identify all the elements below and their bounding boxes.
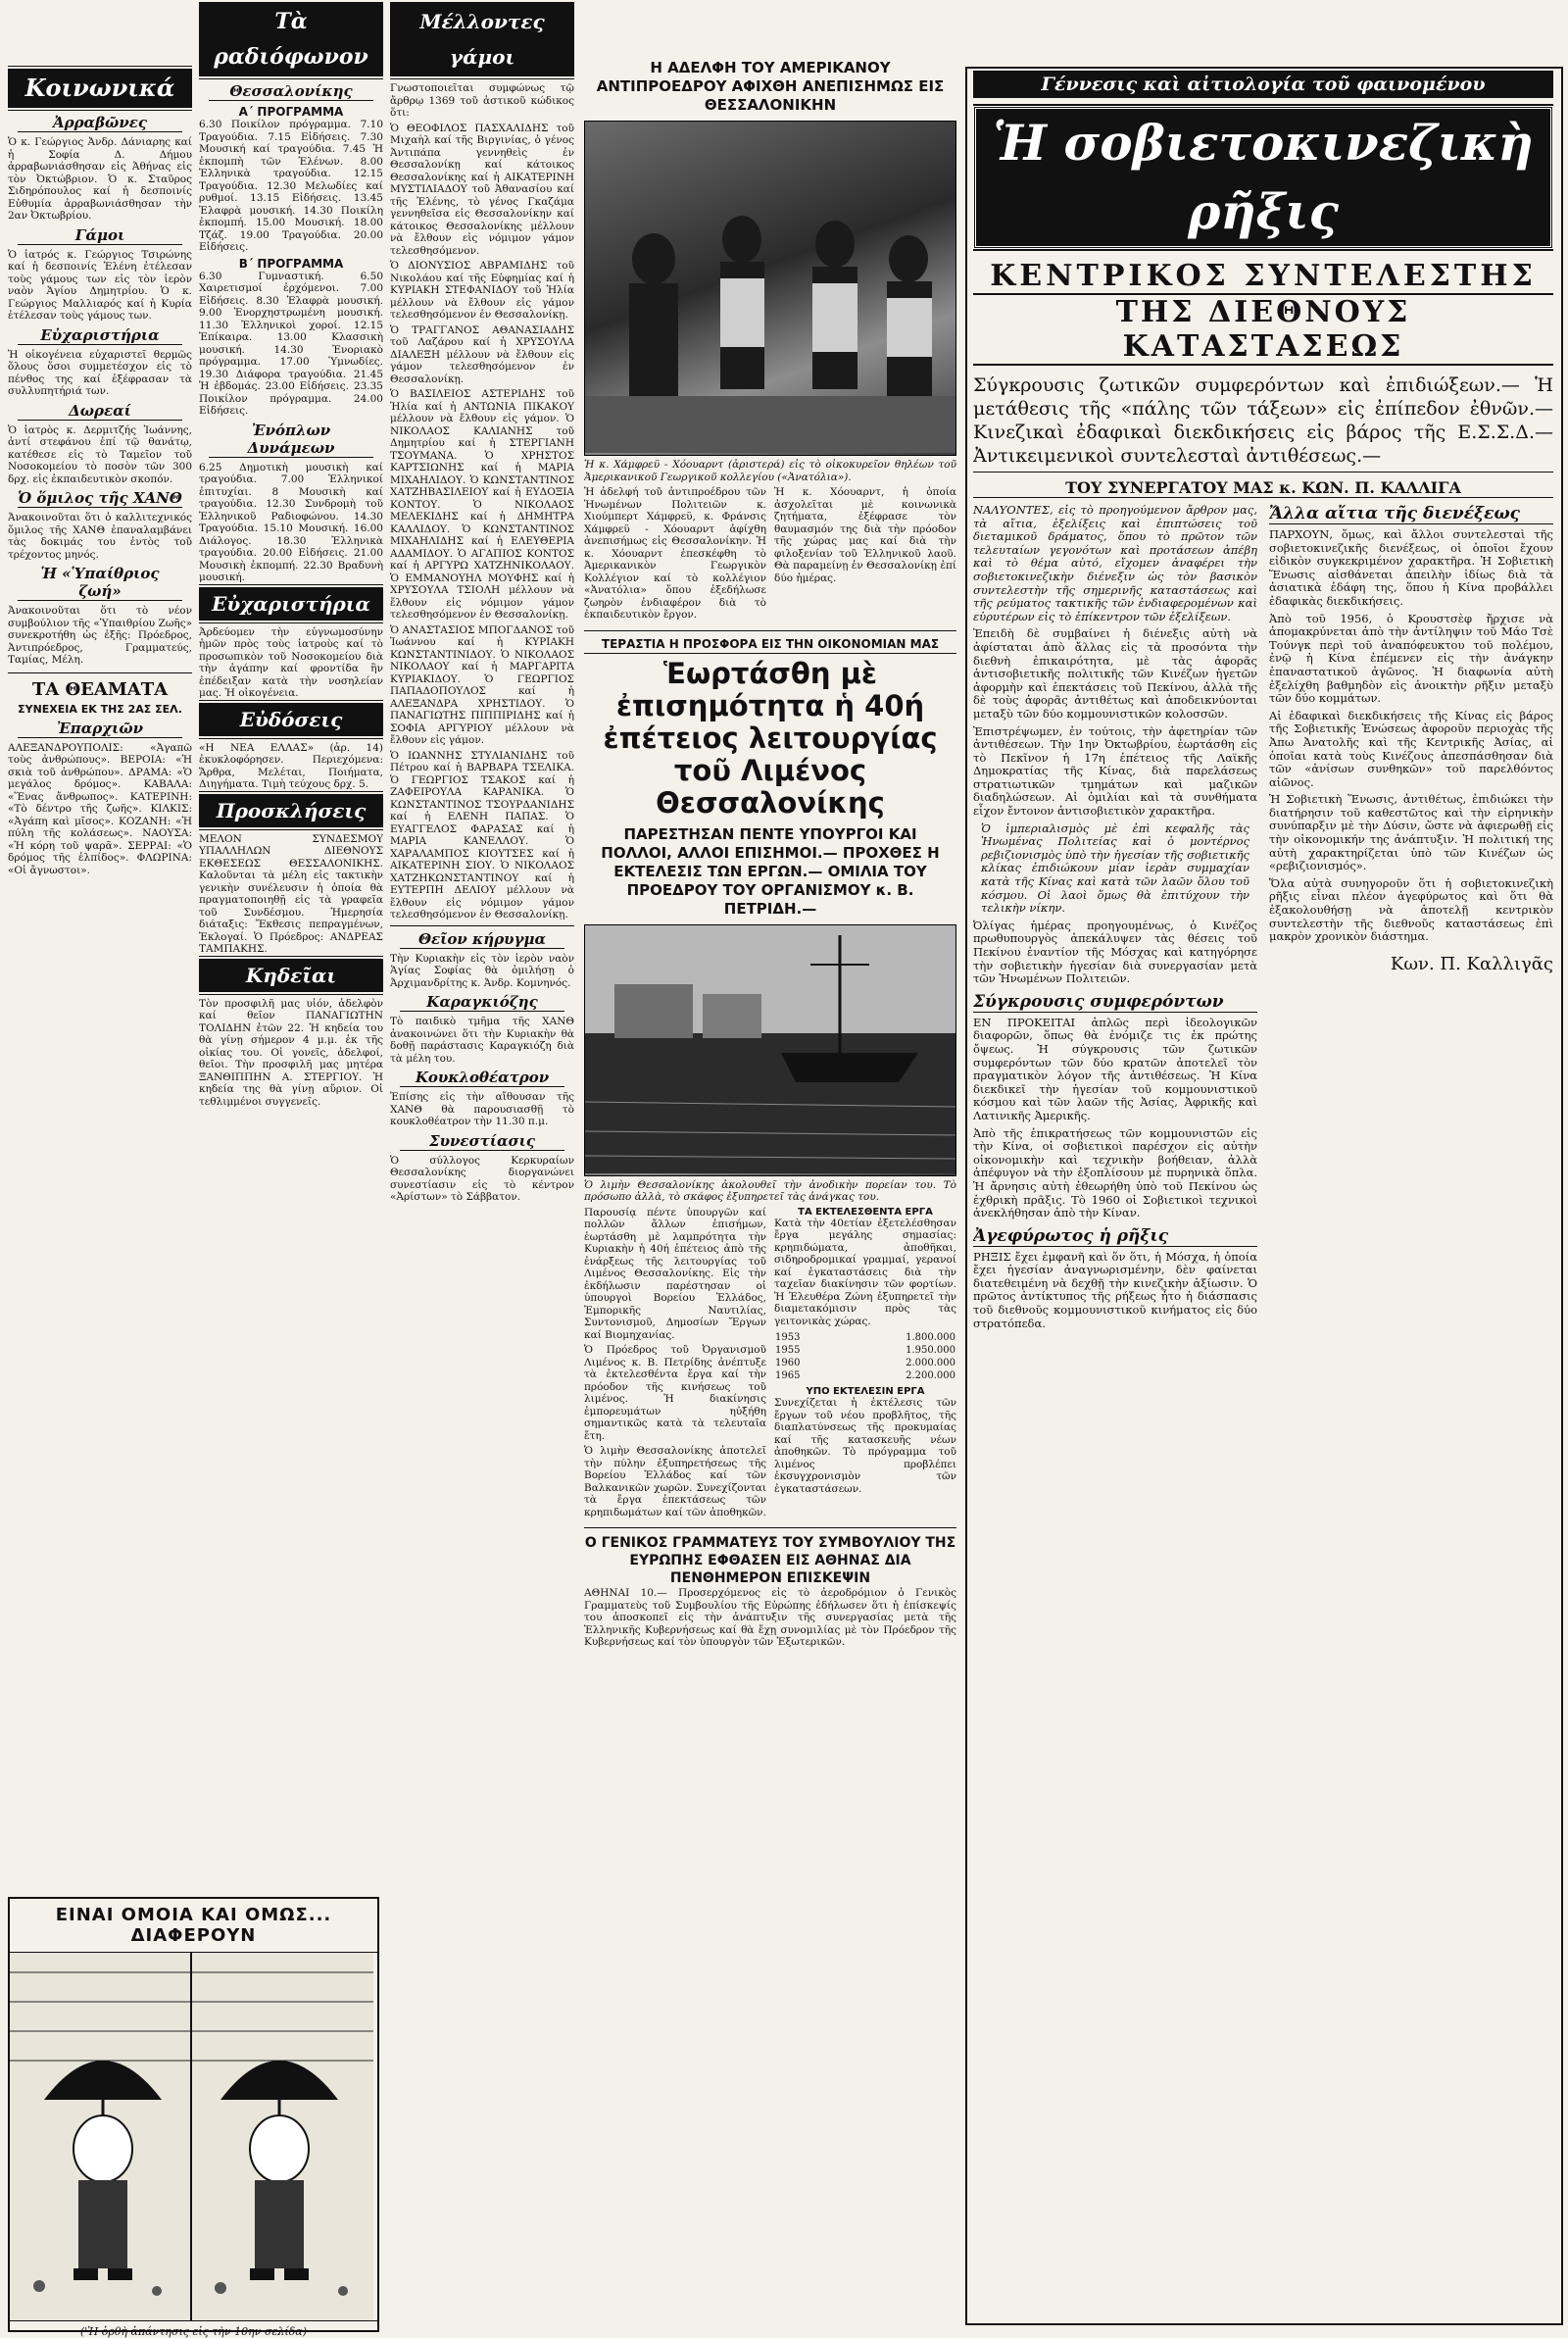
council-body: ΑΘΗΝΑΙ 10.— Προσερχόμενος εἰς τὸ ἀεροδρόμιον ὁ Γενικὸς Γραμματεὺς τοῦ Συμβουλίου τῆς Εὐρώπης ἐδήλωσεν ὅτι ἡ ἐπίσκεψίς του ἀποσκοπεῖ εἰς τὴν ἀνάπτυξιν τῆς συνεργασίας μετὰ τῆς Ἑλληνικῆς Κυβερνήσεως καί θὰ ἔχῃ συνομιλίας μὲ τὸν Πρόεδρον τῆς Κυβερνήσεως καί τὸν ὑπουργὸν τῶν Ἐξωτερικῶν. (584, 1587, 956, 1648)
port-photo (584, 924, 956, 1176)
banquet-heading: Συνεστίασις (400, 1132, 564, 1151)
feature-paragraph-5: Ἀπὸ τοῦ 1956, ὁ Κρουστσὲφ ἤρχισε νὰ ἀπομακρύνεται ἀπὸ τὴν ἀντίληψιν τοῦ Μάο Τσὲ Τούνγκ περὶ τοῦ ἀναπόφευκτου τοῦ πολέμου, ἐνῷ ἡ Κίνα ἐπέμενεν εἰς τὴν ἀνάγκην ἐπαναστατικοῦ ἀγῶνος. Ἡ διαφωνία αὐτὴ ἐξελίχθη βαθμηδὸν εἰς ἀνοικτὴν ρῆξιν μεταξὺ τῶν δύο κομμάτων. (1269, 611, 1553, 706)
port-headline: Ἑωρτάσθη μὲ ἐπισημότητα ἡ 40ή ἐπέτειος λειτουργίας τοῦ Λιμένος Θεσσαλονίκης (603, 656, 938, 820)
provinces-heading: Ἐπαρχιῶν (18, 720, 182, 738)
sermon-text: Τὴν Κυριακὴν εἰς τὸν ἱερὸν ναὸν Ἁγίας Σοφίας θὰ ὁμιλήσῃ ὁ Ἀρχιμανδρίτης κ. Ἀνδρ. Κομνηνός. (390, 952, 574, 989)
weddings-notice-1: Ὁ ΘΕΟΦΙΛΟΣ ΠΑΣΧΑΛΙΔΗΣ τοῦ Μιχαὴλ καί τῆς Βιργινίας, ὁ γένος Ἀντιπάπα γεννηθεὶς ἐν Θεσσαλονίκῃ καί κάτοικος Θεσσαλονίκης καί ἡ ΑΙΚΑΤΕΡΙΝΗ ΜΥΣΤΙΛΙΑΔΟΥ τοῦ Ἀθανασίου καί τῆς Ἐλένης, τὸ γένος Γκαζάμα γεννηθεῖσα εἰς Θεσσαλονίκην καί κάτοικος Θεσσαλονίκης μέλλουν νὰ ἔλθουν εἰς νόμιμον γάμον τελεσθησόμενον. (390, 122, 574, 257)
thessaloniki-radio-heading: Θεσσαλονίκης (209, 82, 373, 101)
feature-paragraph-3: Ὀλίγας ἡμέρας προηγουμένως, ὁ Κινέζος πρωθυπουργὸς ἀπεκάλυψεν τὰς θέσεις τοῦ Πεκίνου ἐναντίον τῆς Μόσχας καὶ κατηγόρησε τὴν σοβιετικὴν ἡγεσίαν διὰ συνεργασίαν μετὰ τῶν Ἡνωμένων Πολιτειῶν. (973, 918, 1257, 986)
feature-headline: Ἡ σοβιετοκινεζικὴ ρῆξις (973, 106, 1553, 249)
thanks-banner: Εὐχαριστήρια (199, 587, 383, 621)
feature-body-col-1 (973, 504, 1257, 1334)
port-deck: ΠΑΡΕΣΤΗΣΑΝ ΠΕΝΤΕ ΥΠΟΥΡΓΟΙ ΚΑΙ ΠΟΛΛΟΙ, ΑΛΛΟΙ ΕΠΙΣΗΜΟΙ.— ΠΡΟΧΘΕΣ Η ΕΚΤΕΛΕΣΙΣ ΤΩΝ ΕΡΓΩΝ.— ΟΜΙΛΙΑ ΤΟΥ ΠΡΟΕΔΡΟΥ ΤΟΥ ΟΡΓΑΝΙΣΜΟΥ κ. Β. ΠΕΤΡΙΔΗ.— (601, 824, 940, 918)
table-row: 1955 1.950.000 (775, 1345, 956, 1356)
feature-article (973, 71, 1553, 2335)
table-row: 1960 2.000.000 (775, 1358, 956, 1368)
xanth-heading: Ὁ ὅμιλος τῆς ΧΑΝΘ (18, 489, 182, 507)
center-stories (584, 0, 956, 2335)
outdoor-life-text: Ἀνακοινοῦται ὅτι τὸ νέον συμβούλιον τῆς «Ὑπαιθρίου Ζωῆς» συνεκροτήθη ὡς ἑξῆς: Πρόεδρος, Ἀντιπρόεδρος, Γραμματεύς, Ταμίας, Μέλη. (8, 605, 192, 666)
weddings-notice-3: Ὁ ΤΡΑΓΓΑΝΟΣ ΑΘΑΝΑΣΙΑΔΗΣ τοῦ Λαζάρου καί ἡ ΧΡΥΣΟΥΛΑ ΔΙΑΛΕΞΗ μέλλουν νὰ ἔλθουν εἰς γάμον τελεσθησόμενον ἐν Θεσσαλονίκῃ. (390, 323, 574, 385)
program-b-listing: 6.30 Γυμναστική. 6.50 Χαιρετισμοί ἐρχόμενοι. 7.00 Εἰδήσεις. 8.30 Ἐλαφρὰ μουσική. 9.00 Ἐνορχηστρωμένη μουσική. 11.30 Ἐλληνικοὶ χοροί. 12.15 Ἐπίκαιρα. 13.00 Κλασσικὴ μουσική. 14.30 Ἐνοριακὸ πρόγραμμα. 17.00 Ὑμνωδίες. 19.30 Διάφορα τραγούδια. 21.45 Ἡ ἐβδομάς. 23.00 Εἰδήσεις. 23.35 Ποικίλον πρόγραμμα. 24.00 Εἰδήσεις. (199, 270, 383, 417)
port-subhead-completed: ΤΑ ΕΚΤΕΛΕΣΘΕΝΤΑ ΕΡΓΑ (798, 1206, 933, 1218)
story-sister-headline: Η ΑΔΕΛΦΗ ΤΟΥ ΑΜΕΡΙΚΑΝΟΥ ΑΝΤΙΠΡΟΕΔΡΟΥ ΑΦΙΧΘΗ ΑΝΕΠΙΣΗΜΩΣ ΕΙΣ ΘΕΣΣΑΛΟΝΙΚΗΝ (596, 59, 945, 114)
table-row: 1965 2.200.000 (775, 1370, 956, 1381)
feature-byline: ΤΟΥ ΣΥΝΕΡΓΑΤΟΥ ΜΑΣ κ. ΚΩΝ. Π. ΚΑΛΛΙΓΑ (973, 478, 1553, 498)
council-headline: Ο ΓΕΝΙΚΟΣ ΓΡΑΜΜΑΤΕΥΣ ΤΟΥ ΣΥΜΒΟΥΛΙΟΥ ΤΗΣ ΕΥΡΩΠΗΣ ΕΦΘΑΣΕΝ ΕΙΣ ΑΘΗΝΑΣ ΔΙΑ ΠΕΝΘΗΜΕΡΟΝ ΕΠΙΣΚΕΨΙΝ (584, 1535, 956, 1586)
port-body-1: Παρουσίᾳ πέντε ὑπουργῶν καί πολλῶν ἄλλων ἐπισήμων, ἑωρτάσθη μὲ λαμπρότητα τὴν Κυριακὴν ἡ 40ή ἐπέτειος ἀπὸ τῆς ἐνάρξεως τῆς λειτουργίας τοῦ Λιμένος Θεσσαλονίκης. Εἰς τὴν ἐκδήλωσιν παρέστησαν οἱ ὑπουργοὶ Βορείου Ἑλλάδος, Ἐμπορικῆς Ναυτιλίας, Συντονισμοῦ, Δημοσίων Ἔργων καί Βιομηχανίας. (584, 1206, 766, 1341)
feature-section-unbridgeable: Ἀγεφύρωτος ἡ ρῆξις (973, 1226, 1257, 1247)
invitations-banner: Προσκλήσεις (199, 794, 383, 827)
feature-quote: Ὁ ἱμπεριαλισμὸς μὲ ἐπὶ κεφαλῆς τὰς Ἡνωμένας Πολιτείας καὶ ὁ μοντέρνος ρεβιζιονισμὸς ὑπὸ τὴν ἡγεσίαν τῆς σοβιετικῆς κλίκας ἐπιδιώκουν μίαν ἰερὰν συμμαχίαν κατὰ τῆς Κίνας καὶ κατὰ τῶν λαῶν ὅλου τοῦ κόσμου. Οἱ λαοὶ ὅμως θὰ ἐπιτύχουν τὴν τελικὴν νίκην. (981, 821, 1250, 916)
story-sister-body-2: Ἡ κ. Χόουαρντ, ἡ ὁποία ἀσχολεῖται μὲ κοινωνικὰ ζητήματα, ἐξέφρασε τὸν θαυμασμόν της διὰ τὴν πρόοδον τῆς χώρας μας καί διὰ τὴν φιλοξενίαν τοῦ Ἑλληνικοῦ λαοῦ. Θὰ παραμείνῃ ἐν Θεσσαλονίκῃ ἐπί δύο ἡμέρας. (774, 486, 956, 584)
feature-section-conflict: Σύγκρουσις συμφερόντων (973, 992, 1257, 1013)
feature-paragraph-4: ΠΑΡΧΟΥΝ, ὅμως, καὶ ἄλλοι συντελεσταὶ τῆς σοβιετοκινεζικῆς διενέξεως, οἱ ὁποῖοι ἔχουν εἰδικὸν συγκεκριμένον χαρακτῆρα. Ἡ Σοβιετικὴ Ἕνωσις αἰσθάνεται ἀπειλὴν ἰδίως διὰ τὰ ἀσιατικὰ ἐδάφη της, ὅπου ἡ Κίνα προβάλλει ἐδαφικὰς διεκδικήσεις. (1269, 527, 1553, 608)
armed-forces-radio-heading: Ἐνόπλων Δυνάμεων (209, 422, 373, 458)
publications-banner: Εὐδόσεις (199, 703, 383, 736)
donations-text: Ὁ ἰατρὸς κ. Δερμιτζής Ἰωάννης, ἀντί στεφάνου ἐπί τῷ θανάτῳ, κατέθεσε εἰς τὸ Ταμεῖον τοῦ Νοσοκομείου τὸ ποσὸν τῶν 300 δρχ. εἰς ἐκπαιδευτικὸν σκοπόν. (8, 423, 192, 485)
weddings-text: Ὁ ἰατρός κ. Γεώργιος Τσιρώνης καί ἡ δεσποινίς Ἑλένη ἐτέλεσαν τοὺς γάμους των εἰς τὸν ἱερὸν ναὸν Ἁγίου Δημητρίου. Ὁ κ. Γεώργιος Μαλλιαρός καί ἡ Κυρία ἐτέλεσαν τοὺς γάμους των. (8, 248, 192, 322)
port-body-2: Ὁ Πρόεδρος τοῦ Ὀργανισμοῦ Λιμένος κ. Β. Πετρίδης ἀνέπτυξε τὰ ἐκτελεσθέντα ἔργα καί τὴν πρόοδον τῆς κινήσεως τοῦ λιμένος. Ἡ διακίνησις ἐμπορευμάτων ηὐξήθη σημαντικῶς κατὰ τὰ τελευταῖα ἔτη. (584, 1344, 766, 1442)
feature-paragraph-2: Ἐπιστρέψωμεν, ἐν τούτοις, τὴν ἀφετηρίαν τῶν ἀντιθέσεων. Τὴν 1ην Ὀκτωβρίου, ἑωρτάσθη εἰς τὸ Πεκῖνον ἡ 17η ἐπέτειος τῆς Λαϊκῆς Δημοκρατίας τῆς Κίνας, διὰ παρελάσεως στρατιωτικῶν τμημάτων καὶ μαζικῶν διαδηλώσεων. Αἱ ὁμιλίαι καὶ τὰ συνθήματα εἶχον ἔντονον ἀντισοβιετικὸν χαρακτῆρα. (973, 723, 1257, 819)
program-a-heading: Α΄ ΠΡΟΓΡΑΜΜΑ (238, 105, 344, 119)
feature-body (973, 504, 1553, 1334)
thanks-banner-text: Ἀρδεύομεν τὴν εὐγνωμοσύνην ἡμῶν πρὸς τοὺς ἰατροὺς καί τὸ προσωπικὸν τοῦ Νοσοκομείου διὰ τὴν ἀγάπην καί φροντίδα ἣν ἐπέδειξαν κατὰ τὴν νοσηλείαν μας. Ἡ οἰκογένεια. (199, 625, 383, 699)
port-body-5: Συνεχίζεται ἡ ἐκτέλεσις τῶν ἔργων τοῦ νέου προβλῆτος, τῆς διαπλατύνσεως τῆς προκυμαίας καί τῆς κατασκευῆς νέων ἀποθηκῶν. Τὸ πρόγραμμα τοῦ λιμένος προβλέπει ἐκσυγχρονισμὸν τῶν ἐγκαταστάσεων. (774, 1397, 956, 1495)
feature-subhead-1: ΚΕΝΤΡΙΚΟΣ ΣΥΝΤΕΛΕΣΤΗΣ (973, 259, 1553, 295)
weddings-notice-4: Ὁ ΒΑΣΙΛΕΙΟΣ ΑΣΤΕΡΙΔΗΣ τοῦ Ἠλία καί ἡ ΑΝΤΩΝΙΑ ΠΙΚΑΚΟΥ μέλλουν νὰ ἔλθουν εἰς γάμον. Ὁ ΝΙΚΟΛΑΟΣ ΚΑΛΙΑΝΗΣ τοῦ Δημητρίου καί ἡ ΣΤΕΡΓΙΑΝΗ ΤΣΟΥΜΑΝΑ. Ὁ ΧΡΗΣΤΟΣ ΚΑΡΤΣΙΩΝΗΣ καί ἡ ΜΑΡΙΑ ΜΙΧΑΗΛΙΔΟΥ. Ὁ ΚΩΝΣΤΑΝΤΙΝΟΣ ΧΑΤΖΗΒΑΣΙΛΕΙΟΥ καί ἡ ΕΥΔΟΞΙΑ ΚΟΝΤΟΥ. Ὁ ΝΙΚΟΛΑΟΣ ΜΕΛΕΚΙΔΗΣ καί ἡ ΔΗΜΗΤΡΑ ΚΑΛΛΙΔΟΥ. Ὁ ΚΩΝΣΤΑΝΤΙΝΟΣ ΜΙΧΑΗΛΙΔΗΣ καί ἡ ΕΛΕΥΘΕΡΙΑ ΑΔΑΜΙΔΟΥ. Ὁ ΑΓΑΠΙΟΣ ΚΟΝΤΟΣ καί ἡ ΑΡΓΥΡΩ ΧΑΤΖΗΝΙΚΟΛΑΟΥ. Ὁ ΕΜΜΑΝΟΥΗΛ ΜΟΥΦΗΣ καί ἡ ΧΡΥΣΟΥΛΑ ΤΣΙΟΛΗ μέλλουν νὰ ἔλθουν εἰς νόμιμον γάμον τελεσθησόμενον ἐν Θεσσαλονίκῃ. (390, 388, 574, 621)
feature-paragraph-8: Αἱ ἐδαφικαὶ διεκδικήσεις τῆς Κίνας εἰς βάρος τῆς Σοβιετικῆς Ἑνώσεως ἀφοροῦν περιοχὰς τῆς Ἀπω Ἀνατολῆς καὶ τῆς Κεντρικῆς Ἀσίας, αἱ ὁποῖαι κατὰ τοὺς Κινέζους ἀπεσπάσθησαν διὰ τῶν «ἀνίσων συνθηκῶν» τοῦ παρελθόντος αἰῶνος. (1269, 708, 1553, 789)
donations-heading: Δωρεαί (18, 402, 182, 421)
feature-body-col-2 (1269, 504, 1553, 1334)
story-sister-photo (584, 121, 956, 456)
port-body-3: Ὁ λιμὴν Θεσσαλονίκης ἀποτελεῖ τὴν πύλην ἐξυπηρετήσεως τῆς Βορείου Ἑλλάδος καί τῶν Βαλκανικῶν χωρῶν. Συνεχίζονται τὰ ἔργα ἐπεκτάσεως τῶν κρηπιδωμάτων καί τῶν ἀποθηκῶν. (584, 1445, 766, 1518)
feature-paragraph-9: Ἡ Σοβιετικὴ Ἕνωσις, ἀντιθέτως, ἐπιδιώκει τὴν διατήρησιν τοῦ καθεστῶτος καὶ τὴν εἰρηνικὴν συνύπαρξιν μὲ τὴν Δύσιν, ὥστε νὰ ἀφιερωθῇ εἰς τὴν οἰκονομικήν της ἀνάπτυξιν. Ἡ πολιτική της αὐτὴ χαρακτηρίζεται ὑπὸ τῶν Κινέζων ὡς «ρεβιζιονισμός». (1269, 792, 1553, 873)
port-subhead-ongoing: ΥΠΟ ΕΚΤΕΛΕΣΙΝ ΕΡΓΑ (806, 1386, 925, 1397)
feature-paragraph-6: ΕΝ ΠΡΟΚΕΙΤΑΙ ἁπλῶς περὶ ἰδεολογικῶν διαφορῶν, ὅπως θὰ ἐνόμιζε τις ἐκ πρώτης ὄψεως. Ἡ σύγκρουσις τῶν ζωτικῶν συμφερόντων τῶν δύο κρατῶν ἀποτελεῖ τὸν πραγματικὸν λόγον τῆς ἀντιθέσεως. Ἡ Κίνα διεκδικεῖ τὴν ἡγεσίαν τοῦ κομμουνιστικοῦ κόσμου καὶ τῶν λαῶν τῆς Ἀσίας, Ἀφρικῆς καὶ Λατινικῆς Ἀμερικῆς. (973, 1015, 1257, 1122)
weddings-intro: Γνωστοποιεῖται συμφώνως τῷ ἄρθρῳ 1369 τοῦ ἀστικοῦ κώδικος ὅτι: (390, 82, 574, 119)
story-sister-body-1: Ἡ ἀδελφή τοῦ ἀντιπροέδρου τῶν Ἡνωμένων Πολιτειῶν κ. Χιούμπερτ Χάμφρεϋ, κ. Φράνσις Χάμφρεϋ - Χόουαρντ ἀφίχθη ἀνεπισήμως εἰς Θεσσαλονίκην. Ἡ κ. Χόουαρντ ἐπεσκέφθη τὸ Ἀμερικανικὸν Γεωργικὸν Κολλέγιον καί τὸ κολλέγιον «Ἀνατόλια» ὅπου ἐξεδήλωσε ζωηρὸν ἐνδιαφέρον διὰ τὸ ἐκπαιδευτικὸν ἔργον. (584, 486, 766, 621)
weddings-notice-2: Ὁ ΔΙΟΝΥΣΙΟΣ ΑΒΡΑΜΙΔΗΣ τοῦ Νικολάου καί τῆς Εὐφημίας καί ἡ ΚΥΡΙΑΚΗ ΣΤΕΦΑΝΙΔΟΥ τοῦ Ἠλία μέλλουν νὰ ἔλθουν εἰς γάμον τελεσθησόμενον ἐν Θεσσαλονίκῃ. (390, 260, 574, 321)
xanth-text: Ἀνακοινοῦται ὅτι ὁ καλλιτεχνικός ὅμιλος τῆς ΧΑΝΘ ἐπαναλαμβάνει τὰς δοκιμάς του ἐντὸς τοῦ τρέχοντος μηνός. (8, 512, 192, 561)
cartoon-box (8, 1897, 379, 2338)
feature-lead: ΝΑΛΥΟΝΤΕΣ, εἰς τὸ προηγούμενον ἄρθρον μας, τὰ αἴτια, ἐξελίξεις καὶ ἐπιπτώσεις τοῦ διεταμικοῦ δράματος, ὅπου τὸ πρῶτον τῶν τελευταίων γεγονότων καὶ προτάσεων ἀπέβη καὶ τὸ θέμα αὐτό, εἴχομεν ἀναφέρει τὴν σοβιετοκινεζικὴν διένεξιν ὡς τὸν βασικὸν συντελεστὴν τῆς σημερινῆς καταστάσεως καὶ τῆς ρεύματος τακτικῆς τῶν ἐνδιαφερομένων καὶ εὐρυτέρων εἰς τὸ ἐπίκεντρον τῶν ἐξελίξεων. (973, 504, 1257, 623)
invitations-text: ΜΕΛΟΝ ΣΥΝΔΕΣΜΟΥ ΥΠΑΛΛΗΛΩΝ ΔΙΕΘΝΟΥΣ ΕΚΘΕΣΕΩΣ ΘΕΣΣΑΛΟΝΙΚΗΣ. Καλοῦνται τὰ μέλη εἰς τακτικὴν γενικὴν συνέλευσιν ἡ ὁποία θὰ πραγματοποιηθῇ εἰς τὰ γραφεῖα τοῦ Συνδέσμου. Ἡμερησία διάταξις: Ἔκθεσις πεπραγμένων, Ἐκλογαί. Ὁ Πρόεδρος: ΑΝΔΡΕΑΣ ΤΑΜΠΑΚΗΣ. (199, 832, 383, 955)
program-a-listing: 6.30 Ποικίλον πρόγραμμα. 7.10 Τραγούδια. 7.15 Εἰδήσεις. 7.30 Μουσική καί τραγούδια. 7.45 Ἡ ἐκπομπὴ τῶν Ἐλένων. 8.00 Ἐλληνικὰ τραγούδια. 12.15 Τραγούδια. 12.30 Μελωδίες καί ρυθμοί. 13.15 Εἰδήσεις. 13.45 Ἐλαφρὰ μουσική. 14.30 Ποικίλη ἐκπομπή. 15.00 Μουσική. 18.00 Τζάζ. 19.00 Τραγούδια. 20.00 Εἰδήσεις. (199, 119, 383, 253)
publications-text: «Η ΝΕΑ ΕΛΛΑΣ» (ἀρ. 14) ἐκυκλοφόρησεν. Περιεχόμενα: Ἄρθρα, Μελέται, Ποιήματα, Διηγήματα. Τιμὴ τεύχους δρχ. 5. (199, 741, 383, 790)
feature-paragraph-7: Ἀπὸ τῆς ἐπικρατήσεως τῶν κομμουνιστῶν εἰς τὴν Κίνα, οἱ σοβιετικοὶ παρέσχον εἰς αὐτὴν οἰκονομικὴν καὶ τεχνικὴν βοήθειαν, ἀλλὰ ἀπέφυγον νὰ τὴν ἐξοπλίσουν μὲ πυρηνικὰ ὅπλα. Ἡ ἄρνησις αὐτὴ ἐθεωρήθη ὑπὸ τοῦ Πεκίνου ὡς ἐχθρικὴ πρᾶξις. Τὸ 1960 οἱ Σοβιετικοὶ τεχνικοὶ ἀνεκλήθησαν ἀπὸ τὴν Κίναν. (973, 1125, 1257, 1220)
story-sister-caption: Ἡ κ. Χάμφρεϋ - Χόουαρντ (ἀριστερά) εἰς τὸ οἰκοκυρεῖον θηλέων τοῦ Ἀμερικανικοῦ Γεωργικοῦ κολλεγίου («Ἀνατόλια»). (584, 459, 956, 483)
puppet-theatre-text: Ἐπίσης εἰς τὴν αἴθουσαν τῆς ΧΑΝΘ θὰ παρουσιασθῇ τὸ κουκλοθέατρον τὴν 11.30 π.μ. (390, 1091, 574, 1127)
cartoon-caption: ('Ἡ ὀρθὴ ἀπάντησις εἰς τὴν 10ην σελίδα) (10, 2320, 377, 2338)
funerals-banner: Κηδεῖαι (199, 959, 383, 992)
weddings-heading: Γάμοι (18, 226, 182, 245)
banquet-text: Ὁ σύλλογος Κερκυραίων Θεσσαλονίκης διοργανώνει συνεστίασιν εἰς τὸ κέντρον «Ἀρίστων» τὸ Σάββατον. (390, 1154, 574, 1203)
photo-figures (585, 122, 956, 453)
thanks-heading: Εὐχαριστήρια (18, 326, 182, 345)
table-row: 1953 1.800.000 (775, 1332, 956, 1343)
feature-paragraph-11: Ὅλα αὐτὰ συνηγοροῦν ὅτι ἡ σοβιετοκινεζικὴ ρῆξις εἶναι πλέον ἀγεφύρωτος καὶ ὅτι θὰ ἐξακολουθήσῃ νὰ ἀποτελῇ κεντρικὸν συντελεστὴν τῆς διεθνοῦς καταστάσεως ἐπὶ μακρὸν χρονικὸν διάστημα. (1269, 875, 1553, 944)
shows-continued: ΣΥΝΕΧΕΙΑ ΕΚ ΤΗΣ 2ΑΣ ΣΕΛ. (18, 702, 182, 716)
port-caption: Ὁ λιμὴν Θεσσαλονίκης ἀκολουθεῖ τὴν ἀνοδικὴν πορείαν του. Τὸ πρόσωπο ἀλλὰ, τὸ σκάφος ἐξυπηρετεῖ τὰς ἀνάγκας του. (584, 1178, 956, 1203)
provinces-listing: ΑΛΕΞΑΝΔΡΟΥΠΟΛΙΣ: «Ἀγαπῶ τοὺς ἀνθρώπους». ΒΕΡΟΙΑ: «Ἡ σκιὰ τοῦ ἀνθρώπου». ΔΡΑΜΑ: «Ὁ μεγάλος δρόμος». ΚΑΒΑΛΑ: «Ἕνας ἄνθρωπος». ΚΑΤΕΡΙΝΗ: «Τὸ δέντρο τῆς ζωῆς». ΚΙΛΚΙΣ: «Ἀγάπη καὶ μῖσος». ΚΟΖΑΝΗ: «Ἡ πύλη τῆς κολάσεως». ΝΑΟΥΣΑ: «Ἡ κόρη τοῦ ψαρᾶ». ΣΕΡΡΑΙ: «Ὁ δρόμος τῆς ἐλπίδος». ΦΛΩΡΙΝΑ: «Οἱ ἄγνωστοι». (8, 741, 192, 876)
weddings-notice-5: Ὁ ΑΝΑΣΤΑΣΙΟΣ ΜΠΟΓΔΑΝΟΣ τοῦ Ἰωάννου καί ἡ ΚΥΡΙΑΚΗ ΚΩΝΣΤΑΝΤΙΝΙΔΟΥ. Ὁ ΝΙΚΟΛΑΟΣ ΝΙΚΟΛΑΟΥ καί ἡ ΜΑΡΓΑΡΙΤΑ ΚΥΡΙΑΚΙΔΟΥ. Ὁ ΓΕΩΡΓΙΟΣ ΠΑΠΑΔΟΠΟΥΛΟΣ καί ἡ ΑΛΕΞΑΝΔΡΑ ΧΡΗΣΤΙΔΟΥ. Ὁ ΠΑΝΑΓΙΩΤΗΣ ΠΙΠΠΙΡΙΔΗΣ καί ἡ ΣΟΦΙΑ ΑΡΓΥΡΙΟΥ μέλλουν νὰ ἔλθουν εἰς γάμον. (390, 623, 574, 746)
radio-masthead: Τὰ ραδιόφωνον (199, 2, 383, 76)
armed-forces-listing: 6.25 Δημοτικὴ μουσικὴ καί τραγούδια. 7.00 Ἑλληνικοί ἐπιτυχίαι. 8 Μουσικὴ καί τραγούδια. 12.30 Συνδρομὴ τοῦ Ἐλληνικοῦ Ραδιοφώνου. 14.30 Τραγούδια. 15.10 Μουσική. 16.00 Διάλογος. 18.30 Ἐλληνικὰ τραγούδια. 20.00 Εἰδήσεις. 21.00 Μουσικὴ ἐκπομπή. 22.30 Βραδυνὴ μουσική. (199, 461, 383, 583)
weddings-masthead: Μέλλοντες γάμοι (390, 2, 574, 76)
outdoor-life-heading: Ἡ «Ὑπαίθριος ζωή» (18, 565, 182, 601)
feature-subhead-2: ΤΗΣ ΔΙΕΘΝΟΥΣ ΚΑΤΑΣΤΑΣΕΩΣ (973, 295, 1553, 366)
column-weddings (390, 0, 574, 2335)
sermon-heading: Θεῖον κήρυγμα (400, 930, 564, 949)
cartoon-title: ΕΙΝΑΙ ΟΜΟΙΑ ΚΑΙ ΟΜΩΣ... ΔΙΑΦΕΡΟΥΝ (10, 1899, 377, 1953)
thanks-text: Ἡ οἰκογένεια εὐχαριστεῖ θερμῶς ὅλους ὅσοι συμμετέσχον εἰς τὸ πένθος της καί ἐξέφρασαν τὰ συλλυπητήριά των. (8, 348, 192, 397)
shows-heading: ΤΑ ΘΕΑΜΑΤΑ (31, 678, 169, 700)
feature-paragraph-1: Ἐπειδὴ δὲ συμβαίνει ἡ διένεξις αὐτὴ νὰ ἀφίσταται ἀπὸ ἄλλας εἰς τὰ προσόντα τὴν διεθνὴ ἐπικαιρότητα, μὲ τὰς ἀφορᾶς ἀντισοβιετικῆς πολιτικῆς τῶν Κινέζων ἡγετῶν ἀφορμὴν καὶ ἐπεκτάσεις τοῦ Πεκίνου, ἀλλὰ τῆς δὲ τοὺς ἀφορᾶς ἀντιθέτως καὶ ἀποδεικνύονται μεταξὺ τῶν δύο κομμουνιστικῶν κολοσσῶν. (973, 626, 1257, 721)
program-b-heading: Β΄ ΠΡΟΓΡΑΜΜΑ (238, 256, 344, 271)
feature-paragraph-10: ΡΗΞΙΣ ἔχει ἐμφανῆ καὶ ὅν ὅτι, ἡ Μόσχα, ἡ ὁποία ἔχει ἡγεσίαν ἀναγνωρισμένην, δὲν φαίνεται διατεθειμένη νὰ δεχθῇ τὴν κινεζικὴν ἀξίωσιν. Ὁ πρῶτος ἀντίκτυπος τῆς ρήξεως ἦτο ἡ διάσπασις τοῦ διεθνοῦς κομμουνιστικοῦ κινήματος εἰς δύο στρατόπεδα. (973, 1249, 1257, 1330)
port-kicker: ΤΕΡΑΣΤΙΑ Η ΠΡΟΣΦΟΡΑ ΕΙΣ ΤΗΝ ΟΙΚΟΝΟΜΙΑΝ ΜΑΣ (584, 637, 956, 654)
social-masthead: Κοινωνικά (8, 69, 192, 108)
weddings-notice-6: Ὁ ΙΩΑΝΝΗΣ ΣΤΥΛΙΑΝΙΔΗΣ τοῦ Πέτρου καί ἡ ΒΑΡΒΑΡΑ ΤΣΕΛΙΚΑ. Ὁ ΓΕΩΡΓΙΟΣ ΤΣΑΚΟΣ καί ἡ ΖΑΦΕΙΡΟΥΛΑ ΚΑΡΑΝΙΚΑ. Ὁ ΚΩΝΣΤΑΝΤΙΝΟΣ ΤΣΟΥΡΔΑΝΙΔΗΣ καί ἡ ΕΛΕΝΗ ΠΑΠΑΣ. Ὁ ΕΥΑΓΓΕΛΟΣ ΦΑΡΑΣΑΣ καί ἡ ΜΑΡΙΑ ΚΑΝΕΛΛΟΥ. Ὁ ΧΑΡΑΛΑΜΠΟΣ ΚΙΟΥΤΣΕΣ καί ἡ ΑΙΚΑΤΕΡΙΝΗ ΣΙΟΥ. Ὁ ΝΙΚΟΛΑΟΣ ΧΑΤΖΗΚΩΝΣΤΑΝΤΙΝΟΥ καί ἡ ΕΥΤΕΡΠΗ ΔΕΛΙΟΥ μέλλουν νὰ ἔλθουν εἰς νόμιμον γάμον τελεσθησόμενον ἐν Θεσσαλονίκῃ. (390, 749, 574, 920)
karagiozis-text: Τὸ παιδικὸ τμῆμα τῆς ΧΑΝΘ ἀνακοινώνει ὅτι τὴν Κυριακὴν θὰ δοθῇ παράστασις Καραγκιόζη διὰ τὰ μέλη του. (390, 1016, 574, 1065)
feature-deck: Σύγκρουσις ζωτικῶν συμφερόντων καὶ ἐπιδιώξεων.— Ἡ μετάθεσις τῆς «πάλης τῶν τάξεων» εἰς ἐπίπεδον ἐθνῶν.— Κινεζικαὶ ἐδαφικαὶ διεκδικήσεις εἰς βάρος τῆς Ε.Σ.Σ.Δ.— Ἀντικειμενικοὶ συντελεσταὶ ἀντιθέσεως.— (973, 373, 1553, 473)
feature-signature: Κων. Π. Καλλιγᾶς (1390, 953, 1553, 974)
engagements-text: Ὁ κ. Γεώργιος Ἀνδρ. Δάνιαρης καί ἡ Σοφία Δ. Δήμου ἀρραβωνιάσθησαν εἰς Ἀθήνας εἰς τὸν Ὀκτώβριον. Ὁ κ. Σταῦρος Σιδηρόπουλος καί ἡ δεσποινίς Εὐθυμία ἀρραβωνιάσθησαν τὴν 2αν Ὀκτωβρίου. (8, 136, 192, 222)
port-traffic-table (774, 1331, 956, 1382)
feature-kicker: Γέννεσις καὶ αἰτιολογία τοῦ φαινομένου (973, 71, 1553, 98)
feature-section-other-causes: Ἄλλα αἴτια τῆς διενέξεως (1269, 504, 1553, 524)
column-radio (199, 0, 383, 1889)
karagiozis-heading: Καραγκιόζης (400, 993, 564, 1012)
port-body-4: Κατὰ τὴν 40ετίαν ἐξετελέσθησαν ἔργα μεγάλης σημασίας: κρηπιδώματα, ἀποθῆκαι, σιδηροδρομικαί γραμμαί, γερανοί καί ἐγκαταστάσεις διὰ τὴν ταχεῖαν διακίνησιν τῶν φορτίων. Ἡ Ἐλευθέρα Ζώνη ἐξυπηρετεῖ τὴν διαμετακόμισιν πρὸς τὰς γειτονικὰς χώρας. (774, 1217, 956, 1327)
photo-harbor (585, 925, 956, 1173)
puppet-theatre-heading: Κουκλοθέατρον (400, 1069, 564, 1087)
funerals-text: Τὸν προσφιλῆ μας υἱόν, ἀδελφὸν καί θεῖον ΠΑΝΑΓΙΩΤΗΝ ΤΟΛΙΔΗΝ ἐτῶν 22. Ἡ κηδεία του θὰ γίνῃ σήμερον 4 μ.μ. ἐκ τῆς οἰκίας του. Οἱ γονεῖς, ἀδελφοί, θεῖοι. Τὴν προσφιλῆ μας μητέρα ΞΑΝΘΙΠΠΗΝ Α. ΣΤΕΡΓΙΟΥ. Ἡ κηδεία της θὰ γίνῃ αὔριον. Οἱ τεθλιμμένοι συγγενεῖς. (199, 997, 383, 1108)
cartoon-drawing (10, 1953, 373, 2320)
engagements-heading: Ἀρραβῶνες (18, 114, 182, 132)
